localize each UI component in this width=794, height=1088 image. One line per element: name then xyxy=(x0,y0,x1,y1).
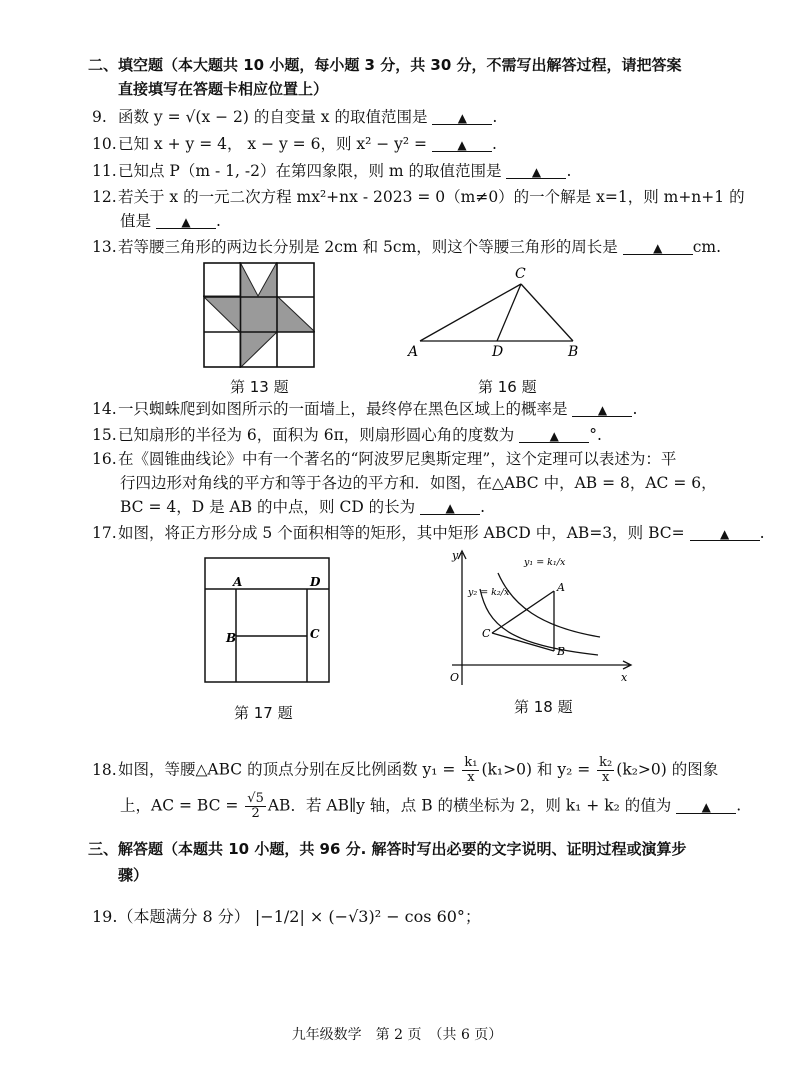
fraction-k1-over-x: $\frac{\text{k₁}}{x}$ xyxy=(464,755,478,785)
triangle-mark: ▲ xyxy=(531,165,542,179)
shaded-region xyxy=(203,262,315,368)
question-points: （本题满分 8 分） xyxy=(117,907,250,926)
label-x-axis: x xyxy=(621,671,628,684)
question-number: 9. xyxy=(92,108,107,126)
section3-heading-line1: 三、解答题（本题共 10 小题，共 96 分. 解答时写出必要的文字说明、证明过程或演算步 xyxy=(88,840,687,858)
triangle-mark: ▲ xyxy=(457,111,468,125)
triangle-mark: ▲ xyxy=(181,215,191,229)
section2-heading-line2: 直接填写在答题卡相应位置上） xyxy=(118,80,329,98)
question-number: 12. xyxy=(92,188,117,206)
label-a: A xyxy=(557,581,565,594)
question-text: 在《圆锥曲线论》中有一个著名的“阿波罗尼奥斯定理”，这个定理可以表述为：平 xyxy=(118,450,677,468)
question-14: 14.一只蜘蛛爬到如图所示的一面墙上，最终停在黑色区域上的概率是 ▲ . xyxy=(92,400,638,418)
question-16-line1 xyxy=(92,448,676,470)
label-y-axis: y xyxy=(452,549,459,562)
section3-heading-line2: 骤） xyxy=(118,866,149,884)
question-text: 已知 x + y = 4， x − y = 6，则 x² − y² = xyxy=(118,135,428,153)
answer-blank xyxy=(676,795,736,814)
question-number: 11. xyxy=(92,162,117,180)
question-9: 9. 函数 y = √(x − 2) 的自变量 x 的取值范围是 ▲ . xyxy=(92,108,498,126)
answer-blank xyxy=(156,210,216,229)
caption-figure-13: 第 13 题 xyxy=(230,378,289,396)
triangle-mark: ▲ xyxy=(653,241,663,255)
caption-figure-17: 第 17 题 xyxy=(234,704,293,722)
label-origin: O xyxy=(450,671,460,684)
answer-blank xyxy=(432,106,492,125)
question-12-line2: 值是 ▲ . xyxy=(120,212,221,230)
triangle-mark: ▲ xyxy=(445,501,455,515)
label-a: A xyxy=(408,344,419,360)
label-d: D xyxy=(310,575,321,589)
question-18-line2: 上，AC = BC = $\frac{√5}{2}$ AB．若 AB∥y 轴，点 B 的横坐标为 2，则 k₁ + k₂ 的值为 ▲ . xyxy=(120,791,742,821)
section2-heading-line1: 二、填空题（本大题共 10 小题，每小题 3 分，共 30 分，不需写出解答过程，请把答案 xyxy=(88,56,682,74)
question-number: 18. xyxy=(92,760,117,779)
caption-figure-16: 第 16 题 xyxy=(478,378,537,396)
question-number: 16. xyxy=(92,450,117,468)
label-d: D xyxy=(492,344,504,360)
answer-blank xyxy=(623,236,693,255)
question-13: 13.若等腰三角形的两边长分别是 2cm 和 5cm，则这个等腰三角形的周长是 ▲ cm. xyxy=(92,238,722,256)
label-c: C xyxy=(482,627,491,640)
label-a: A xyxy=(233,575,243,589)
triangle-mark: ▲ xyxy=(549,429,559,443)
triangle-mark: ▲ xyxy=(701,799,711,814)
question-15: 15.已知扇形的半径为 6，面积为 6π，则扇形圆心角的度数为 ▲ °. xyxy=(92,426,602,444)
question-12-line1 xyxy=(92,186,745,208)
label-b: B xyxy=(568,344,579,360)
question-text: 一只蜘蛛爬到如图所示的一面墙上，最终停在黑色区域上的概率是 xyxy=(118,400,568,418)
question-17: 17.如图，将正方形分成 5 个面积相等的矩形，其中矩形 ABCD 中，AB=3，则 BC= ▲ . xyxy=(92,524,765,542)
question-number: 14. xyxy=(92,400,117,418)
triangle-mark: ▲ xyxy=(597,403,608,417)
question-number: 13. xyxy=(92,238,117,256)
question-text: 已知扇形的半径为 6，面积为 6π，则扇形圆心角的度数为 xyxy=(118,426,515,444)
answer-blank xyxy=(420,496,480,515)
question-text: 函数 y = √(x − 2) 的自变量 x 的取值范围是 xyxy=(118,108,428,126)
label-y2-curve: y₂ = k₂/x xyxy=(468,587,510,598)
fraction-k2-over-x: $\frac{\text{k₂}}{x}$ xyxy=(599,755,613,785)
triangle-mark: ▲ xyxy=(719,527,730,541)
page-footer: 九年级数学 第 2 页 （共 6 页） xyxy=(291,1027,503,1043)
answer-blank xyxy=(690,522,760,541)
label-b: B xyxy=(226,631,237,645)
question-text: 已知点 P（m - 1, -2）在第四象限，则 m 的取值范围是 xyxy=(118,162,502,180)
answer-blank xyxy=(506,160,566,179)
question-10: 10.已知 x + y = 4， x − y = 6，则 x² − y² = ▲ . xyxy=(92,135,497,153)
figure-18-graph xyxy=(440,545,640,690)
question-number: 17. xyxy=(92,524,117,542)
caption-figure-18: 第 18 题 xyxy=(514,698,573,716)
answer-blank xyxy=(432,133,492,152)
figure-13-grid xyxy=(203,262,315,368)
question-19 xyxy=(92,906,481,928)
question-number: 19. xyxy=(92,907,118,926)
question-text: 如图，将正方形分成 5 个面积相等的矩形，其中矩形 ABCD 中，AB=3，则 BC= xyxy=(118,524,685,542)
label-b: B xyxy=(557,645,566,658)
figure-17-square xyxy=(203,556,333,686)
answer-blank xyxy=(519,424,589,443)
label-c: C xyxy=(515,266,526,282)
label-c: C xyxy=(310,627,320,641)
question-number: 10. xyxy=(92,135,117,153)
fraction-sqrt5-over-2: $\frac{√5}{2}$ xyxy=(247,791,264,821)
answer-blank xyxy=(572,398,632,417)
question-18-line1: 18.如图，等腰△ABC 的顶点分别在反比例函数 y₁ = $\frac{\text{k₁}}{x}$ (k₁>0) 和 y₂ = $\frac{\text{k₂}}{x}$ (k₂>0) 的图象 xyxy=(92,755,719,785)
question-11: 11.已知点 P（m - 1, -2）在第四象限，则 m 的取值范围是 ▲ . xyxy=(92,162,572,180)
triangle-mark: ▲ xyxy=(457,138,467,152)
math-expression: |−1/2| × (−√3)² − cos 60°； xyxy=(254,907,481,926)
label-y1-curve: y₁ = k₁/x xyxy=(524,557,566,568)
question-16-line3: BC = 4，D 是 AB 的中点，则 CD 的长为 ▲ . xyxy=(120,498,486,516)
figure-16-triangle xyxy=(405,264,595,364)
question-text: 若关于 x 的一元二次方程 mx²+nx - 2023 = 0（m≠0）的一个解是 x=1，则 m+n+1 的 xyxy=(118,188,745,206)
question-number: 15. xyxy=(92,426,117,444)
question-16-line2: 行四边形对角线的平方和等于各边的平方和．如图，在△ABC 中，AB = 8，AC = 6， xyxy=(120,474,717,492)
question-text: 若等腰三角形的两边长分别是 2cm 和 5cm，则这个等腰三角形的周长是 xyxy=(118,238,618,256)
